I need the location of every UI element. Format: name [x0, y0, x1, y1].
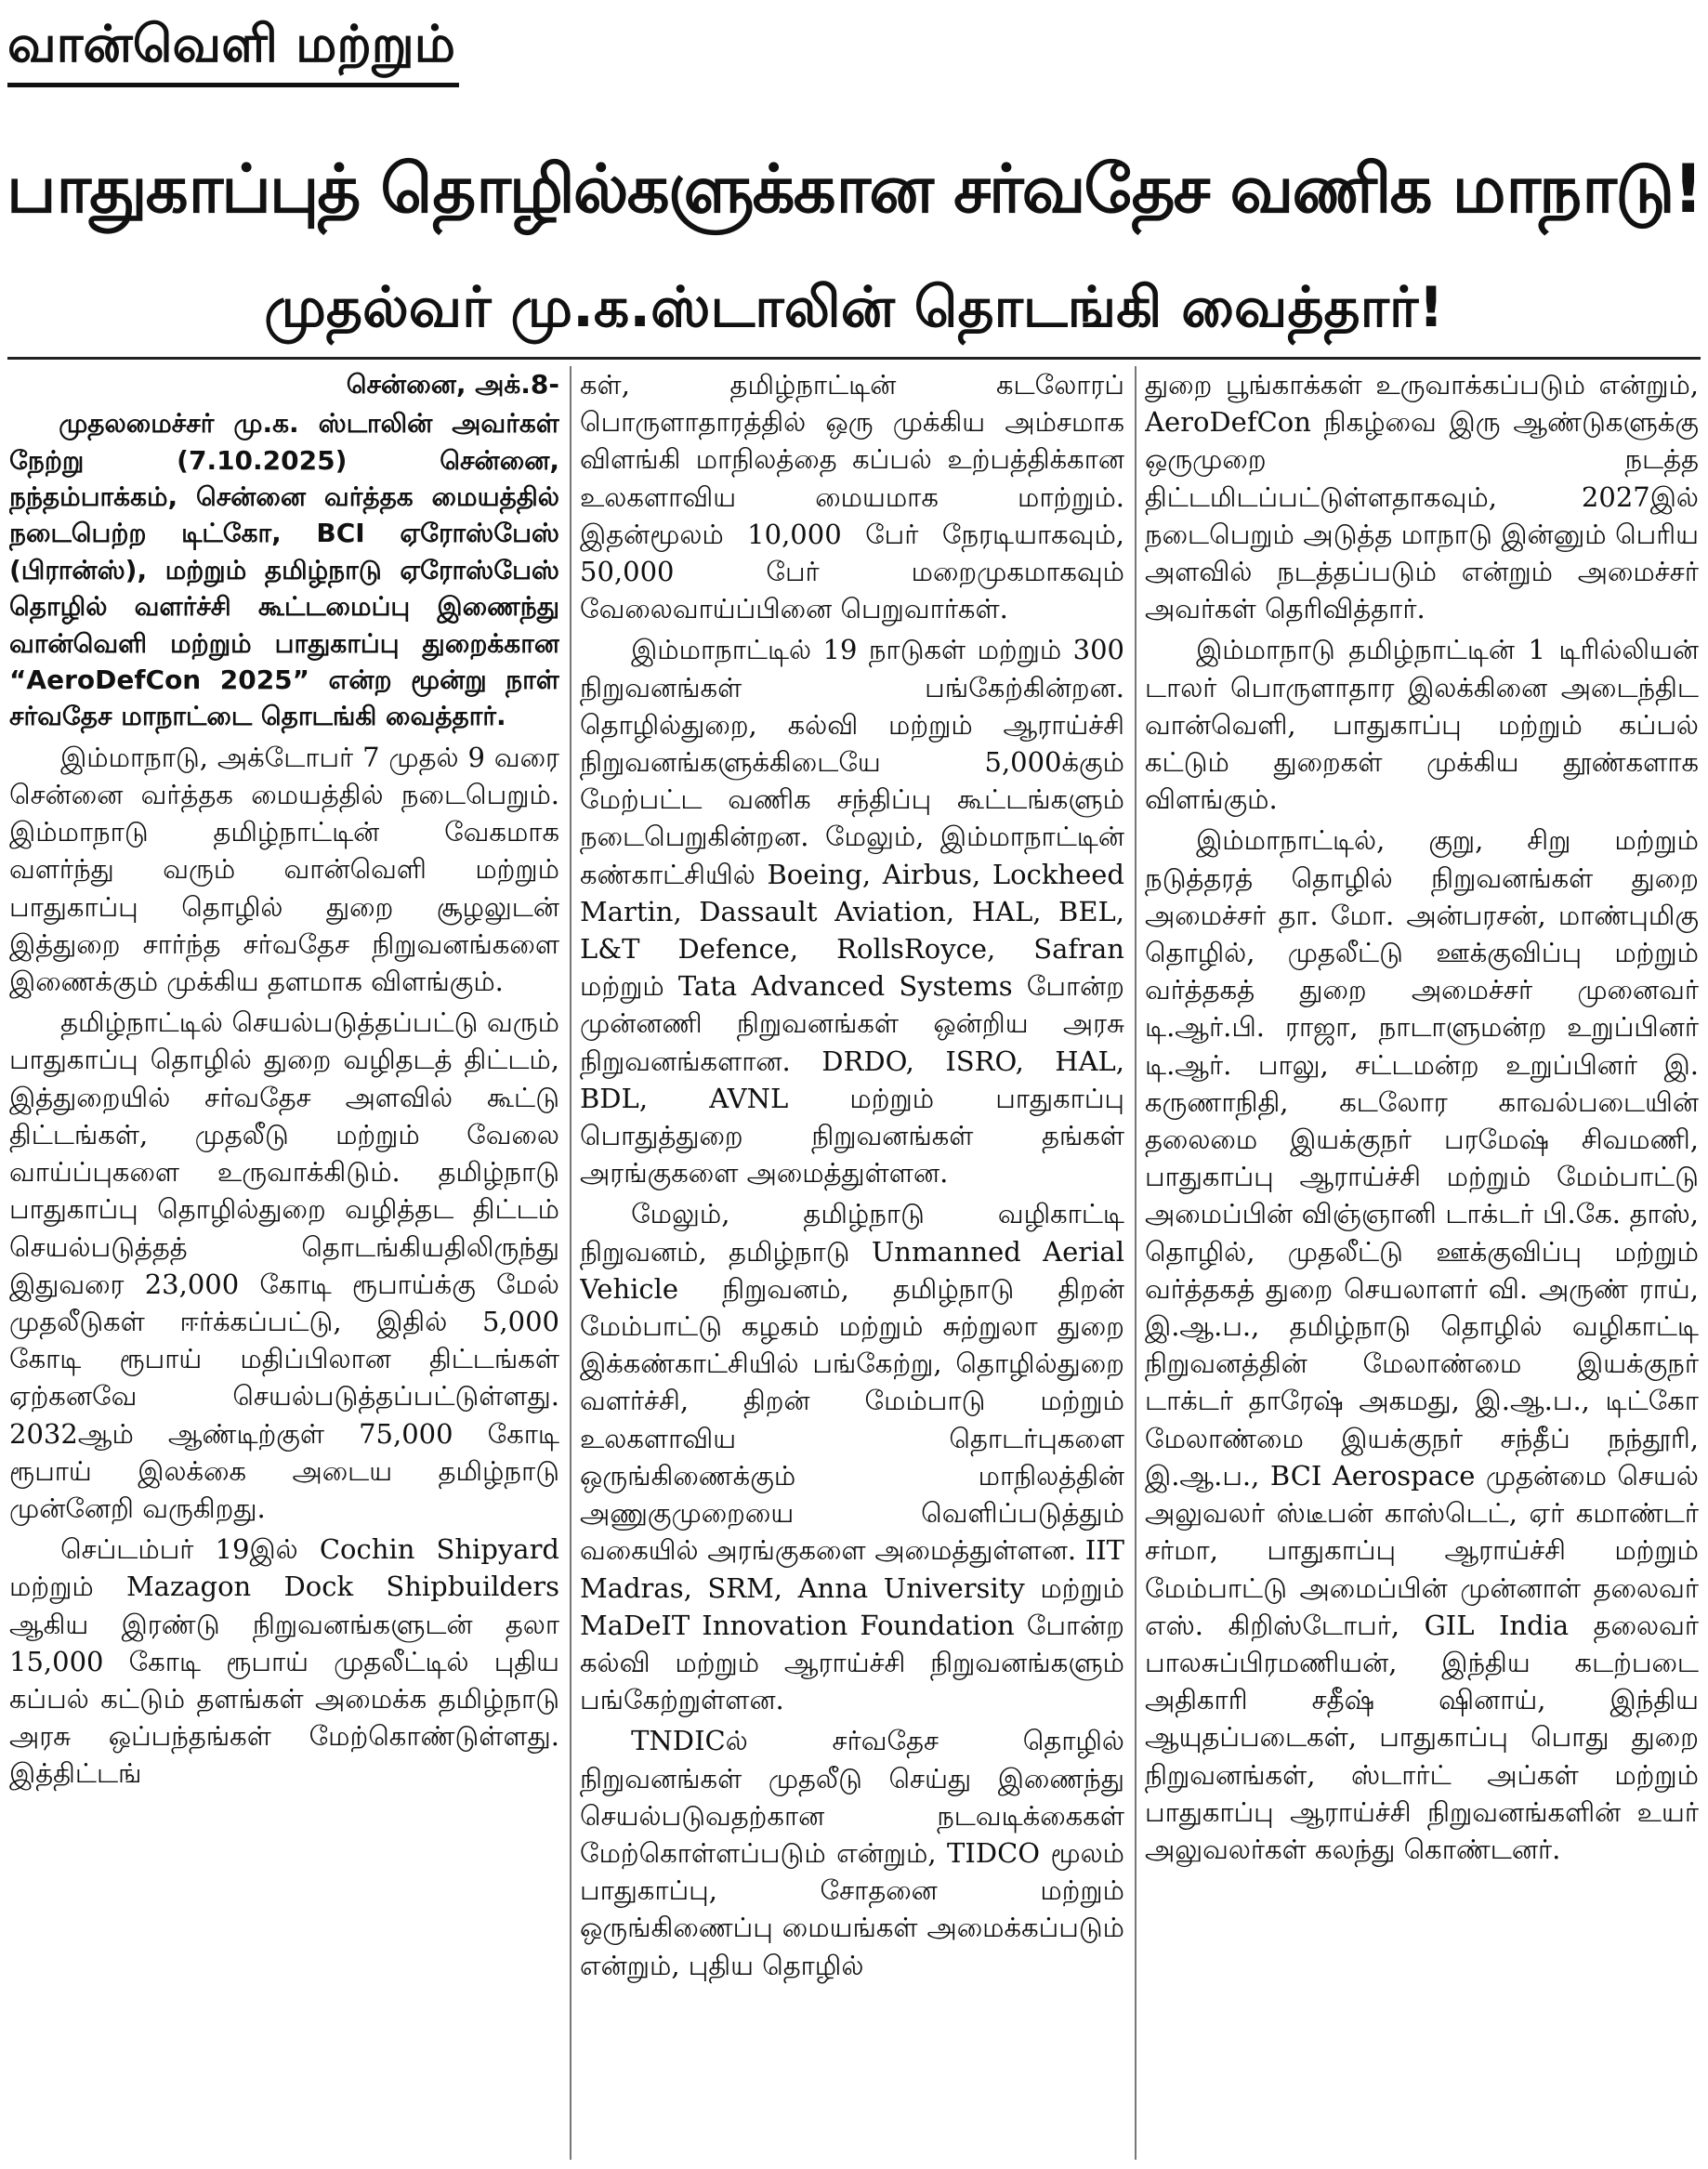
article-column-2	[580, 366, 1124, 2165]
paragraph: TNDICல் சர்வதேச தொழில் நிறுவனங்கள் முதலீடு செய்து இணைந்து செயல்படுவதற்கான நடவடிக்கைகள் மேற்கொள்ளப்படும் என்றும், TIDCO மூலம் பாதுகாப்பு, சோதனை மற்றும் ஒருங்கிணைப்பு மையங்கள் அமைக்கப்படும் என்றும், புதிய தொழில்	[580, 1725, 1124, 1981]
lead-paragraph: முதலமைச்சர் மு.க. ஸ்டாலின் அவர்கள் நேற்று (7.10.2025) சென்னை, நந்தம்பாக்கம், சென்னை வர்த்தக மையத்தில் நடைபெற்ற டிட்கோ, BCI ஏரோஸ்பேஸ் (பிரான்ஸ்), மற்றும் தமிழ்நாடு ஏரோஸ்பேஸ் தொழில் வளர்ச்சி கூட்டமைப்பு இணைந்து வான்வெளி மற்றும் பாதுகாப்பு துறைக்கான “AeroDefCon 2025” என்ற மூன்று நாள் சர்வதேச மாநாட்டை தொடங்கி வைத்தார்.	[9, 408, 559, 732]
headline: பாதுகாப்புத் தொழில்களுக்கான சர்வதேச வணிக மாநாடு!	[6, 150, 1702, 228]
paragraph: துறை பூங்காக்கள் உருவாக்கப்படும் என்றும், AeroDefCon நிகழ்வை இரு ஆண்டுகளுக்கு ஒருமுறை நடத்த திட்டமிடப்பட்டுள்ளதாகவும், 2027இல் நடைபெறும் அடுத்த மாநாடு இன்னும் பெரிய அளவில் நடத்தப்படும் என்றும் அமைச்சர் அவர்கள் தெரிவித்தார்.	[1145, 369, 1699, 625]
article-column-1	[9, 366, 559, 2165]
dateline: சென்னை, அக்.8-	[346, 369, 559, 400]
header-divider	[7, 357, 1701, 360]
kicker-label: வான்வெளி மற்றும்	[7, 6, 459, 87]
paragraph: மேலும், தமிழ்நாடு வழிகாட்டி நிறுவனம், தமிழ்நாடு Unmanned Aerial Vehicle நிறுவனம், தமிழ்நாடு திறன் மேம்பாட்டு கழகம் மற்றும் சுற்றுலா துறை இக்கண்காட்சியில் பங்கேற்று, தொழில்துறை வளர்ச்சி, திறன் மேம்பாடு மற்றும் உலகளாவிய தொடர்புகளை ஒருங்கிணைக்கும் மாநிலத்தின் அணுகுமுறையை வெளிப்படுத்தும் வகையில் அரங்குகளை அமைத்துள்ளன. IIT Madras, SRM, Anna University மற்றும் MaDeIT Innovation Foundation போன்ற கல்வி மற்றும் ஆராய்ச்சி நிறுவனங்களும் பங்கேற்றுள்ளன.	[580, 1198, 1124, 1716]
article-column-3	[1145, 366, 1699, 2165]
paragraph: செப்டம்பர் 19இல் Cochin Shipyard மற்றும் Mazagon Dock Shipbuilders ஆகிய இரண்டு நிறுவனங்களுடன் தலா 15,000 கோடி ரூபாய் முதலீட்டில் புதிய கப்பல் கட்டும் தளங்கள் அமைக்க தமிழ்நாடு அரசு ஒப்பந்தங்கள் மேற்கொண்டுள்ளது. இத்திட்டங்	[9, 1533, 559, 1790]
paragraph: இம்மாநாடு தமிழ்நாட்டின் 1 டிரில்லியன் டாலர் பொருளாதார இலக்கினை அடைந்திட வான்வெளி, பாதுகாப்பு மற்றும் கப்பல் கட்டும் துறைகள் முக்கிய தூண்களாக விளங்கும்.	[1145, 634, 1699, 816]
paragraph: தமிழ்நாட்டில் செயல்படுத்தப்பட்டு வரும் பாதுகாப்பு தொழில் துறை வழிதடத் திட்டம், இத்துறையில் சர்வதேச அளவில் கூட்டு திட்டங்கள், முதலீடு மற்றும் வேலை வாய்ப்புகளை உருவாக்கிடும். தமிழ்நாடு பாதுகாப்பு தொழில்துறை வழித்தட திட்டம் செயல்படுத்தத் தொடங்கியதிலிருந்து இதுவரை 23,000 கோடி ரூபாய்க்கு மேல் முதலீடுகள் ஈர்க்கப்பட்டு, இதில் 5,000 கோடி ரூபாய் மதிப்பிலான திட்டங்கள் ஏற்கனவே செயல்படுத்தப்பட்டுள்ளது. 2032ஆம் ஆண்டிற்குள் 75,000 கோடி ரூபாய் இலக்கை அடைய தமிழ்நாடு முன்னேறி வருகிறது.	[9, 1006, 559, 1524]
paragraph: கள், தமிழ்நாட்டின் கடலோரப் பொருளாதாரத்தில் ஒரு முக்கிய அம்சமாக விளங்கி மாநிலத்தை கப்பல் உற்பத்திக்கான உலகளாவிய மையமாக மாற்றும். இதன்மூலம் 10,000 பேர் நேரடியாகவும், 50,000 பேர் மறைமுகமாகவும் வேலைவாய்ப்பினை பெறுவார்கள்.	[580, 369, 1124, 625]
paragraph: இம்மாநாடு, அக்டோபர் 7 முதல் 9 வரை சென்னை வர்த்தக மையத்தில் நடைபெறும். இம்மாநாடு தமிழ்நாட்டின் வேகமாக வளர்ந்து வரும் வான்வெளி மற்றும் பாதுகாப்பு தொழில் துறை சூழலுடன் இத்துறை சார்ந்த சர்வதேச நிறுவனங்களை இணைக்கும் முக்கிய தளமாக விளங்கும்.	[9, 741, 559, 998]
paragraph: இம்மாநாட்டில், குறு, சிறு மற்றும் நடுத்தரத் தொழில் நிறுவனங்கள் துறை அமைச்சர் தா. மோ. அன்பரசன், மாண்புமிகு தொழில், முதலீட்டு ஊக்குவிப்பு மற்றும் வர்த்தகத் துறை அமைச்சர் முனைவர் டி.ஆர்.பி. ராஜா, நாடாளுமன்ற உறுப்பினர் டி.ஆர். பாலு, சட்டமன்ற உறுப்பினர் இ. கருணாநிதி, கடலோர காவல்படையின் தலைமை இயக்குநர் பரமேஷ் சிவமணி, பாதுகாப்பு ஆராய்ச்சி மற்றும் மேம்பாட்டு அமைப்பின் விஞ்ஞானி டாக்டர் பி.கே. தாஸ், தொழில், முதலீட்டு ஊக்குவிப்பு மற்றும் வர்த்தகத் துறை செயலாளர் வி. அருண் ராய், இ.ஆ.ப., தமிழ்நாடு தொழில் வழிகாட்டி நிறுவனத்தின் மேலாண்மை இயக்குநர் டாக்டர் தாரேஷ் அகமது, இ.ஆ.ப., டிட்கோ மேலாண்மை இயக்குநர் சந்தீப் நந்தூரி, இ.ஆ.ப., BCI Aerospace முதன்மை செயல் அலுவலர் ஸ்டீபன் காஸ்டெட், ஏர் கமாண்டர் சர்மா, பாதுகாப்பு ஆராய்ச்சி மற்றும் மேம்பாட்டு அமைப்பின் முன்னாள் தலைவர் எஸ். கிறிஸ்டோபர், GIL India தலைவர் பாலசுப்பிரமணியன், இந்திய கடற்படை அதிகாரி சதீஷ் ஷினாய், இந்திய ஆயுதப்படைகள், பாதுகாப்பு பொது துறை நிறுவனங்கள், ஸ்டார்ட் அப்கள் மற்றும் பாதுகாப்பு ஆராய்ச்சி நிறுவனங்களின் உயர் அலுவலர்கள் கலந்து கொண்டனர்.	[1145, 824, 1699, 1865]
column-divider-1	[570, 366, 572, 2160]
subheadline: முதல்வர் மு.க.ஸ்டாலின் தொடங்கி வைத்தார்!	[264, 275, 1444, 340]
column-divider-2	[1135, 366, 1136, 2160]
paragraph: இம்மாநாட்டில் 19 நாடுகள் மற்றும் 300 நிறுவனங்கள் பங்கேற்கின்றன. தொழில்துறை, கல்வி மற்றும் ஆராய்ச்சி நிறுவனங்களுக்கிடையே 5,000க்கும் மேற்பட்ட வணிக சந்திப்பு கூட்டங்களும் நடைபெறுகின்றன. மேலும், இம்மாநாட்டின் கண்காட்சியில் Boeing, Airbus, Lockheed Martin, Dassault Aviation, HAL, BEL, L&T Defence, RollsRoyce, Safran மற்றும் Tata Advanced Systems போன்ற முன்னணி நிறுவனங்கள் ஒன்றிய அரசு நிறுவனங்களான. DRDO, ISRO, HAL, BDL, AVNL மற்றும் பாதுகாப்பு பொதுத்துறை நிறுவனங்கள் தங்கள் அரங்குகளை அமைத்துள்ளன.	[580, 634, 1124, 1190]
